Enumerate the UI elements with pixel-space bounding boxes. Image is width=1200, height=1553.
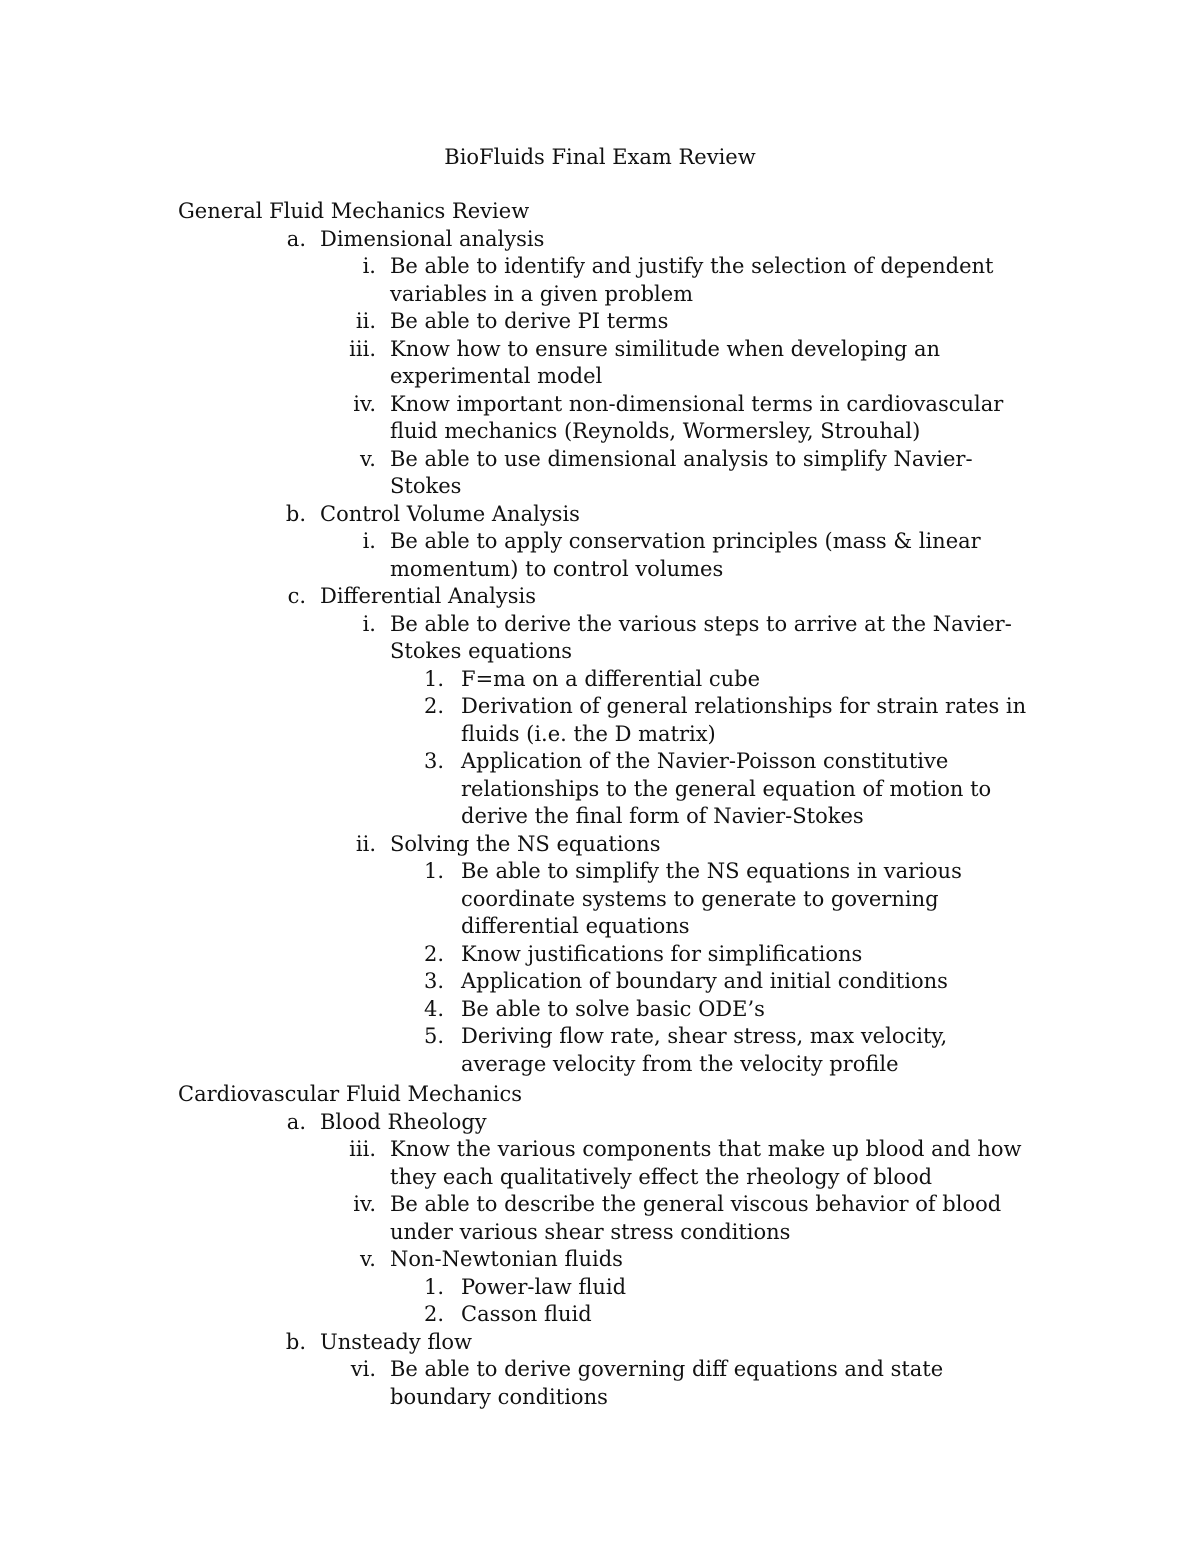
outline-item-text: Be able to describe the general viscous behavior of blood under various shear stress conditions [390,1192,1002,1244]
outline-item [178,748,1078,831]
outline-item-text: Power-law fluid [461,1274,627,1299]
outline-item-text: Solving the NS equations [390,831,661,856]
outline-item-label: 1. [423,666,444,691]
outline-item-text: Be able to apply conservation principles (mass & linear momentum) to control volumes [390,529,981,581]
outline-item-label: 2. [423,941,444,966]
outline-item-text: Know how to ensure similitude when developing an experimental model [390,336,941,388]
outline-list [178,226,1078,1079]
section-cardiovascular-fluid-mechanics [178,1081,1078,1411]
outline-item-label: 1. [423,859,444,883]
outline-item-text: Know the various components that make up blood and how they each qualitatively effect the rheology of blood [390,1137,1022,1189]
outline-item [178,611,1078,666]
outline-item [178,693,1078,748]
outline-item-label: v. [359,446,376,471]
outline-item-label: 3. [423,749,444,773]
outline-item-text: F=ma on a differential cube [461,666,761,691]
outline-item-label: iv. [353,391,376,416]
outline-item-text: Be able to identify and justify the selection of dependent variables in a given problem [390,254,994,306]
outline-item-label: 5. [423,1024,444,1048]
section-heading: General Fluid Mechanics Review [178,199,530,223]
outline-item [178,501,1078,529]
outline-item-label: a. [286,226,306,251]
outline-item-label: 2. [423,694,444,718]
outline-item [178,1329,1078,1357]
outline-item-text: Differential Analysis [320,584,537,608]
outline-item [178,831,1078,859]
outline-item-label: ii. [355,831,376,856]
outline-item [178,1109,1078,1137]
outline-item [178,1246,1078,1274]
outline-item-text: Be able to use dimensional analysis to simplify Navier-Stokes [390,446,973,498]
outline-item-text: Control Volume Analysis [320,501,580,526]
outline-item-label: iii. [349,336,376,361]
outline-item-label: ii. [355,309,376,333]
outline-item [178,446,1078,501]
outline-item-label: 2. [423,1302,444,1326]
outline-item [178,666,1078,694]
outline-item-label: b. [285,501,306,526]
outline-item [178,308,1078,336]
outline-item-text: Casson fluid [461,1302,592,1326]
outline-item-label: iii. [349,1137,376,1161]
outline-item [178,1023,1078,1078]
outline-item-text: Deriving flow rate, shear stress, max velocity, average velocity from the velocity profile [461,1024,948,1076]
outline-item-text: Be able to derive the various steps to arrive at the Navier-Stokes equations [390,611,1012,663]
outline-item-label: 3. [423,969,444,993]
outline-list [178,1109,1078,1412]
outline-item [178,391,1078,446]
outline-item-label: iv. [353,1192,376,1216]
outline-item-label: a. [286,1109,306,1134]
outline-item-label: 4. [423,996,444,1021]
outline-item-label: 1. [423,1274,444,1299]
outline-item [178,1356,1078,1411]
outline-item [178,941,1078,969]
outline-item [178,528,1078,583]
outline-item-text: Be able to derive governing diff equations and state boundary conditions [390,1357,944,1409]
outline-item-text: Derivation of general relationships for strain rates in fluids (i.e. the D matrix) [461,694,1027,746]
outline-item [178,858,1078,941]
outline-item-text: Application of boundary and initial conditions [461,969,948,993]
outline-item [178,1136,1078,1191]
outline-item [178,1274,1078,1302]
outline-item-text: Blood Rheology [320,1109,487,1134]
outline-item-text: Non-Newtonian fluids [390,1247,623,1271]
outline-item-label: vi. [350,1357,376,1381]
outline-item [178,253,1078,308]
outline-item-text: Be able to simplify the NS equations in various coordinate systems to generate to governing differential equations [461,859,962,938]
outline-item-label: b. [285,1329,306,1354]
outline-item-label: i. [362,254,376,278]
outline-item-label: i. [362,529,376,553]
outline-item [178,968,1078,996]
outline-item-label: v. [359,1247,376,1271]
section-general-fluid-mechanics [178,198,1078,1078]
outline-item [178,583,1078,611]
outline-item [178,336,1078,391]
outline-item-label: i. [362,611,376,636]
outline-item [178,996,1078,1024]
outline-item [178,1301,1078,1329]
outline-item-text: Dimensional analysis [320,226,545,251]
outline-item [178,226,1078,254]
outline-item-text: Know important non-dimensional terms in cardiovascular fluid mechanics (Reynolds, Wormersley, Strouhal) [390,391,1004,443]
section-heading: Cardiovascular Fluid Mechanics [178,1082,522,1106]
document-title: BioFluids Final Exam Review [444,145,756,169]
outline-item-text: Be able to solve basic ODE’s [461,996,765,1021]
outline-item [178,1191,1078,1246]
outline-item-label: c. [287,584,306,608]
outline-item-text: Be able to derive PI terms [390,309,669,333]
outline-item-text: Unsteady flow [320,1329,472,1354]
outline-item-text: Know justifications for simplifications [461,941,863,966]
outline-item-text: Application of the Navier-Poisson constitutive relationships to the general equation of motion to derive the final form of Navier-Stokes [461,749,992,828]
